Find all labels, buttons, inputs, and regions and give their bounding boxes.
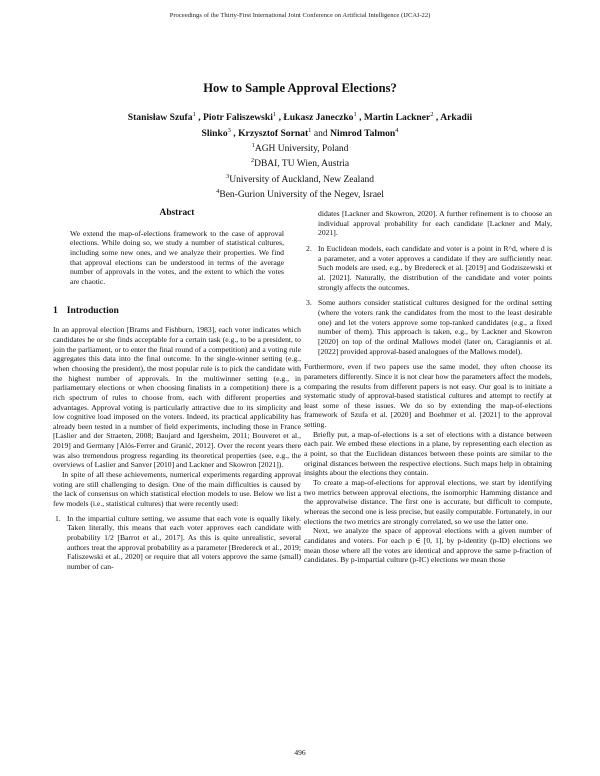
affiliation-marker: 1 [353, 111, 357, 118]
paragraph: Briefly put, a map-of-elections is a set of elections with a distance between each pair. We embed these elections in a plane, by representing each election as a point, so that the Euclidean distances between these points are similar to the original distances between the respective elections. Such maps help in obtaining insights about the elections they contain. [304, 429, 552, 478]
author-name: Slinko [201, 127, 228, 139]
paragraph: In spite of all these achievements, numerical experiments regarding approval voting are still challenging to design. One of the main difficulties is caused by the lack of consensus on which statistical election models to use. Below we list a few models (i.e., statistical cultures) that were recently used: [53, 470, 301, 509]
affiliation-number: 3 [225, 172, 230, 180]
affiliation-text: DBAI, TU Wien, Austria [254, 159, 350, 170]
affiliation [0, 155, 600, 170]
affiliation-text: Ben-Gurion University of the Negev, Israel [219, 190, 384, 201]
affiliation [0, 171, 600, 186]
affiliation-marker: 2 [430, 111, 434, 118]
section-title: Introduction [66, 304, 119, 316]
model-list-continued [304, 209, 552, 356]
affiliation-number: 2 [250, 157, 255, 165]
affiliation-list [0, 140, 600, 201]
affiliation-marker: 3 [227, 126, 231, 134]
abstract-text: We extend the map-of-elections framework to the case of approval elections. While doing so, we study a number of statistical cultures, including some new ones, and we analyze their properties. We find that approval elections can be understood in terms of the average number of approvals in the votes, and the extent to which the votes are chaotic. [70, 228, 284, 286]
list-item: 3. Some authors consider statistical cultures designed for the ordinal setting (where the voters rank the candidates from the most to the least desirable one) and let the voters approve some top-ranked candidates (e.g., a fixed number of them). This approach is taken, e.g., by Lackner and Skowron [2020] on top of the ordinal Mallows model (later on, Caragiannis et al. [2022] provided approval-based analogues of the Mallows model). [306, 298, 552, 356]
list-item-text: In Euclidean models, each candidate and voter is a point in R^d, where d is a parameter, and a voter approves a candidate if they are sufficiently near. Such models are used, e.g., by Bredereck et al. [2019] and Godziszewski et al. [2021]. Naturally, the distribution of the candidate and voter points strongly affects the outcomes. [318, 243, 552, 292]
list-item: 1. In the impartial culture setting, we assume that each vote is equally likely. Taken literally, this means that each voter approves each candidate with probability 1/2 [Barrot et al., 2017]. As this is quite unrealistic, several authors treat the approval probability as a parameter [Bredereck et al., 2019; Faliszewski et al., 2020] or require that all voters approve the same (small) number of can- [55, 513, 301, 571]
right-column [304, 209, 552, 565]
author-name: Piotr Faliszewski [203, 112, 273, 124]
left-column [53, 209, 301, 578]
author-name: Stanisław Szufa [127, 112, 193, 124]
author-line: Stanisław Szufa$^1$ , Piotr Faliszewski$^1$ , Łukasz Janeczko$^1$ , Martin Lackner$^2$ , Arkadii [127, 111, 473, 124]
author-name: Arkadii [440, 112, 473, 124]
affiliation [0, 140, 600, 155]
list-item: 2. In Euclidean models, each candidate and voter is a point in R^d, where d is a parameter, and a voter approves a candidate if they are sufficiently near. Such models are used, e.g., by Bredereck et al. [2019] and Godziszewski et al. [2021]. Naturally, the distribution of the candidate and voter points strongly affects the outcomes. [306, 243, 552, 292]
list-item-text: didates [Lackner and Skowron, 2020]. A further refinement is to choose an individual approval probability for each candidate [Lackner and Maly, 2021]. [318, 209, 552, 238]
author-name: Martin Lackner [363, 112, 431, 124]
paper-title: How to Sample Approval Elections? [203, 81, 397, 95]
section-number: 1 [53, 304, 58, 316]
list-item-text: In the impartial culture setting, we assume that each vote is equally likely. Taken literally, this means that each voter approves each candidate with probability 1/2 [Barrot et al., 2017]. As this is quite unrealistic, several authors treat the approval probability as a parameter [Bredereck et al., 2019; Faliszewski et al., 2020] or require that all voters approve the same (small) number of can- [67, 513, 301, 571]
paragraph: To create a map-of-elections for approval elections, we start by identifying two metrics between approval elections, the isomorphic Hamming distance and the approvalwise distance. The first one is accurate, but difficult to compute, whereas the second one is less precise, but easily computable. Fortunately, in our elections the two metrics are strongly correlated, so we use the latter one. [304, 478, 552, 526]
author-name: Łukasz Janeczko [283, 112, 354, 124]
paragraph: In an approval election [Brams and Fishburn, 1983], each voter indicates which candidates he or she finds acceptable for a certain task (e.g., to be a president, to join the parliament, or to enter the final round of a competition) and a voting rule aggregates this data into the final outcome. In the single-winner setting (e.g., when choosing the president), the most popular rule is to pick the candidate with the highest number of approvals. In the multiwinner setting (e.g., in parliamentary elections or when choosing finalists in a competition) there is a rich spectrum of rules to choose from, each with different properties and advantages. Approval voting is particularly attractive due to its simplicity and low cognitive load imposed on the voters. Indeed, its practical applicability has already been tested in a number of field experiments, including those in France [Laslier and der Straeten, 2008; Baujard and Igersheim, 2011; Bouveret et al., 2019] and Germany [Alós-Ferrer and Granić, 2012]. Over the recent years there was also tremendous progress regarding its theoretical properties (see, e.g., the overviews of Laslier and Sanver [2010] and Lackner and Skowron [2021]). [53, 325, 301, 470]
affiliation-text: University of Auckland, New Zealand [229, 174, 375, 185]
abstract-heading: Abstract [159, 208, 195, 218]
author-name: Nimrod Talmon [330, 127, 396, 139]
affiliation-marker: 1 [192, 111, 196, 118]
list-item-continuation [304, 209, 552, 238]
affiliation-marker: 1 [272, 111, 277, 118]
section-heading [53, 306, 301, 316]
affiliation-number: 1 [251, 142, 255, 149]
paragraph: Next, we analyze the space of approval elections with a given number of candidates and voters. For each p ∈ [0, 1], by p-identity (p-ID) elections we mean those where all the votes are identical and approve the same p-fraction of candidates. By p-impartial culture (p-IC) elections we mean those [304, 526, 552, 565]
affiliation-marker: 4 [395, 126, 399, 134]
page-number: 496 [294, 748, 306, 757]
affiliation-marker: 1 [308, 126, 312, 134]
affiliation-number: 4 [216, 188, 220, 196]
author-list [80, 109, 520, 140]
list-item-text: Some authors consider statistical cultures designed for the ordinal setting (where the voters rank the candidates from the most to the least desirable one) and let the voters approve some top-ranked candidates (e.g., a fixed number of them). This approach is taken, e.g., by Lackner and Skowron [2020] on top of the ordinal Mallows model (later on, Caragiannis et al. [2022] provided approval-based analogues of the Mallows model). [318, 298, 552, 356]
affiliation [0, 186, 600, 201]
and-word: and [313, 127, 328, 139]
paragraph: Furthermore, even if two papers use the same model, they often choose its parameters differently. Since it is not clear how the parameters affect the models, comparing the results from different papers is not easy. Our goal is to initiate a systematic study of approval-based statistical cultures and attempt to rectify at least some of these issues. We do so by extending the map-of-elections framework of Szufa et al. [2020] and Boehmer et al. [2021] to the approval setting. [304, 362, 552, 430]
author-line: Slinko$^3$ , Krzysztof Sornat$^1$ and Nimrod Talmon$^4$ [201, 126, 399, 139]
affiliation-text: AGH University, Poland [254, 144, 349, 155]
author-name: Krzysztof Sornat [238, 127, 309, 139]
running-header: Proceedings of the Thirty-First International Joint Conference on Artificial Intelligence (IJCAI-22) [169, 12, 431, 19]
model-list [53, 514, 301, 572]
